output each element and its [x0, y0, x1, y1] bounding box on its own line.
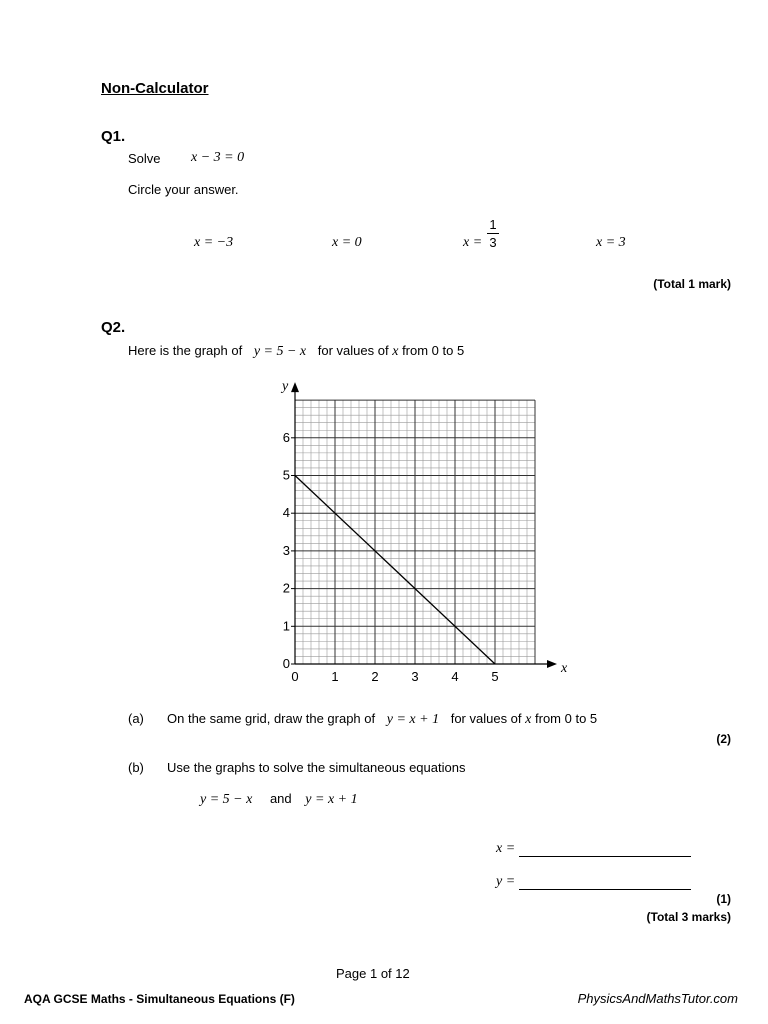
x-tick-label: 3	[411, 669, 419, 684]
q2-part-a-text	[167, 711, 597, 728]
x-axis-label: x	[561, 661, 568, 676]
q2-intro-text-c: from 0 to 5	[402, 343, 465, 358]
y-tick-label: 1	[282, 618, 290, 634]
section-heading: Non-Calculator	[101, 80, 209, 97]
fraction-denominator: 3	[489, 235, 497, 250]
answer-y-line[interactable]	[519, 877, 691, 890]
y-tick-label: 0	[282, 656, 290, 671]
answer-x-line[interactable]	[519, 844, 691, 857]
answer-x-label: x =	[496, 841, 516, 856]
q2-part-a-text-b: for values of	[450, 711, 522, 726]
fraction-numerator: 1	[489, 217, 497, 232]
q2-intro-equation: y = 5 − x	[253, 344, 307, 359]
footer-site: PhysicsAndMathsTutor.com	[577, 991, 738, 1006]
q2-part-b-equations	[200, 791, 358, 808]
graph-y-equals-5-minus-x[interactable]	[265, 372, 568, 684]
q2-total-marks: (Total 3 marks)	[646, 910, 731, 924]
q1-option-a[interactable]: x = −3	[194, 235, 234, 250]
q2-intro-text-b: for values of	[317, 343, 389, 358]
q1-option-c[interactable]: x =	[463, 235, 483, 250]
x-tick-label: 4	[451, 669, 459, 684]
q2-part-a-text-a: On the same grid, draw the graph of	[167, 711, 376, 726]
series-line	[295, 476, 495, 665]
q2-part-a-marks: (2)	[716, 732, 731, 746]
q1-instruction: Circle your answer.	[128, 182, 239, 197]
page-number: Page 1 of 12	[336, 966, 410, 981]
question-2-number: Q2.	[101, 319, 126, 336]
q2-part-a-equation: y = x + 1	[386, 712, 440, 727]
q1-option-b[interactable]: x = 0	[332, 235, 362, 250]
q1-option-c-fraction[interactable]	[487, 217, 499, 250]
q2-part-b-and: and	[269, 791, 292, 806]
answer-x-field[interactable]	[496, 840, 691, 857]
footer-title: AQA GCSE Maths - Simultaneous Equations (F)	[24, 992, 295, 1006]
x-tick-label: 0	[291, 669, 299, 684]
q2-part-a-variable: x	[525, 712, 532, 727]
y-tick-label: 5	[282, 467, 290, 483]
q2-part-b-label: (b)	[128, 760, 144, 775]
q1-option-d[interactable]: x = 3	[596, 235, 626, 250]
q2-part-b-equation-1: y = 5 − x	[200, 792, 253, 807]
answer-y-label: y =	[496, 874, 516, 889]
y-tick-label: 4	[282, 505, 290, 521]
y-tick-label: 2	[282, 580, 290, 596]
q2-intro-text-a: Here is the graph of	[128, 343, 243, 358]
x-axis-arrow-icon	[547, 660, 557, 668]
q2-part-b-marks: (1)	[716, 892, 731, 906]
q2-part-a-text-c: from 0 to 5	[535, 711, 598, 726]
y-axis-arrow-icon	[291, 382, 299, 392]
y-tick-label: 6	[282, 429, 290, 445]
x-tick-label: 2	[371, 669, 379, 684]
q2-intro	[128, 343, 464, 360]
question-1-number: Q1.	[101, 128, 126, 145]
q2-part-a-label: (a)	[128, 711, 144, 726]
answer-y-field[interactable]	[496, 873, 691, 890]
y-axis-label: y	[282, 379, 289, 395]
q2-intro-variable: x	[392, 344, 399, 359]
x-tick-label: 1	[331, 669, 339, 684]
y-tick-label: 3	[282, 542, 290, 558]
fraction-bar	[487, 233, 499, 234]
q1-total-marks: (Total 1 mark)	[653, 277, 731, 291]
q2-part-b-equation-2: y = x + 1	[305, 792, 358, 807]
q2-part-b-text: Use the graphs to solve the simultaneous equations	[167, 760, 466, 775]
q1-equation: x − 3 = 0	[191, 150, 245, 165]
q1-solve-label: Solve	[128, 151, 161, 166]
x-tick-label: 5	[491, 669, 499, 684]
